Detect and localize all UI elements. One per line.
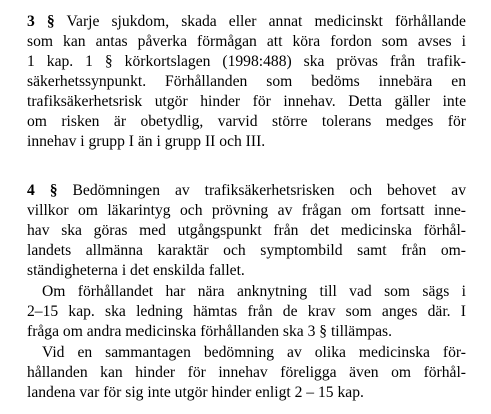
line-text: Varje sjukdom, skada eller annat medicinskt förhållande — [66, 13, 466, 30]
paragraph-line: hållanden kan hinder för innehav föreligga även om förhål- — [27, 364, 466, 381]
paragraph-line: fråga om andra medicinska förhållanden ska 3 § tillämpas. — [27, 323, 393, 340]
paragraph-line: villkor om läkarintyg och prövning av frågan om fortsatt inne- — [27, 202, 466, 219]
paragraph-line — [27, 181, 466, 201]
paragraph-line: landets allmänna karaktär och symptombild samt från om- — [27, 242, 466, 259]
line-text: Bedömningen av trafiksäkerhetsrisken och behovet av — [72, 182, 466, 199]
paragraph-line: landena var för sig inte utgör hinder enligt 2 – 15 kap. — [27, 384, 364, 401]
paragraph-line: som kan antas påverka förmågan att köra fordon som avses i — [27, 33, 466, 50]
section-number: 4 § — [27, 182, 58, 199]
paragraph-line: Om förhållandet har nära anknytning till vad som sägs i — [42, 283, 466, 300]
paragraph-line: 1 kap. 1 § körkortslagen (1998:488) ska prövas från trafik- — [27, 53, 466, 70]
paragraph-line: säkerhetssynpunkt. Förhållanden som bedöms innebära en — [27, 73, 466, 90]
paragraph-line: innehav i grupp I än i grupp II och III. — [27, 133, 266, 150]
paragraph-line: trafiksäkerhetsrisk utgör hinder för innehav. Detta gäller inte — [27, 93, 466, 110]
paragraph-line — [27, 12, 466, 32]
paragraph-line: om risken är obetydlig, varvid större tolerans medges för — [27, 113, 466, 130]
paragraph-line: 2–15 kap. ska ledning hämtas från de krav som anges där. I — [27, 303, 466, 320]
paragraph-line: hav ska göras med utgångspunkt från det medicinska förhål- — [27, 222, 466, 239]
paragraph-line: ständigheterna i det enskilda fallet. — [27, 262, 245, 279]
section-number: 3 § — [27, 13, 55, 30]
paragraph-line: Vid en sammantagen bedömning av olika medicinska för- — [42, 344, 466, 361]
